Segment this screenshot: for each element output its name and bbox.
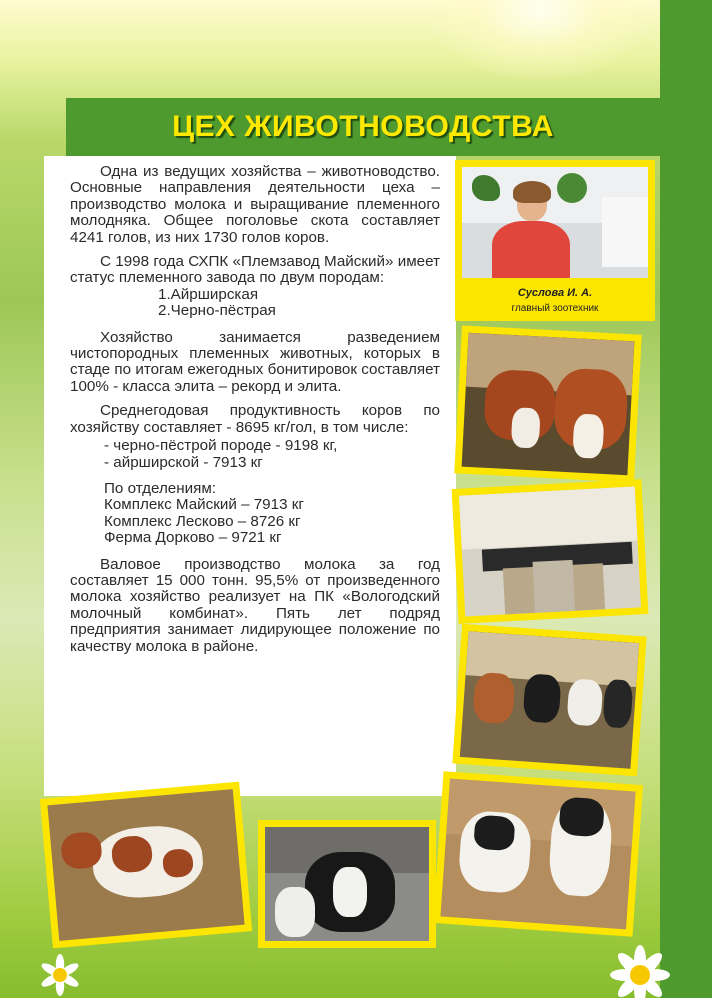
calves-in-stalls-photo bbox=[452, 624, 646, 777]
calf-lying-photo bbox=[40, 782, 252, 949]
right-green-stripe bbox=[660, 0, 712, 998]
caption-role: главный зоотехник bbox=[511, 303, 599, 314]
paragraph-productivity: Среднегодовая продуктивность коров по хозяйству составляет - 8695 кг/гол, в том числе: bbox=[70, 402, 440, 436]
two-calves-photo bbox=[433, 771, 643, 937]
barn-corridor-photo bbox=[452, 479, 649, 624]
paragraph-intro: Одна из ведущих хозяйства – животноводство. Основные направления деятельности цеха – производство молока и выращивание племенного молодняка. Общее поголовье скота составляет 4241 голов, из них 1730 голов коров. bbox=[70, 163, 440, 246]
portrait-photo bbox=[455, 160, 655, 285]
paragraph-milk-production: Валовое производство молока за год составляет 15 000 тонн. 95,5% от произведенного молока хозяйство реализует на ПК «Вологодский молочный комбинат». Пять лет подряд предприятия занимает лидирующее положение по качеству молока в районе. bbox=[70, 555, 440, 655]
holstein-calf-photo bbox=[258, 820, 436, 948]
article-text bbox=[70, 164, 440, 663]
department-item-2: Комплекс Лесково – 8726 кг bbox=[104, 512, 301, 530]
caption-name: Суслова И. А. bbox=[517, 287, 593, 299]
breed-item-2: 2.Черно-пёстрая bbox=[158, 302, 276, 320]
productivity-item-2: - айрширской - 7913 кг bbox=[104, 453, 263, 471]
productivity-item-1: - черно-пёстрой породе - 9198 кг, bbox=[104, 437, 338, 455]
department-item-1: Комплекс Майский – 7913 кг bbox=[104, 496, 304, 514]
departments-heading: По отделениям: bbox=[104, 479, 217, 497]
breed-item-1: 1.Айрширская bbox=[158, 285, 259, 303]
paragraph-breeding: Хозяйство занимается разведением чистопородных племенных животных, которых в стаде по итогам ежегодных бонитировок составляет 100% - класса элита – рекорд и элита. bbox=[70, 328, 440, 395]
cows-feeding-photo bbox=[454, 325, 641, 482]
page-title: ЦЕХ ЖИВОТНОВОДСТВА bbox=[172, 110, 554, 143]
department-item-3: Ферма Дорково – 9721 кг bbox=[104, 529, 282, 547]
paragraph-status: С 1998 года СХПК «Племзавод Майский» имеет статус племенного завода по двум породам: bbox=[70, 253, 440, 287]
